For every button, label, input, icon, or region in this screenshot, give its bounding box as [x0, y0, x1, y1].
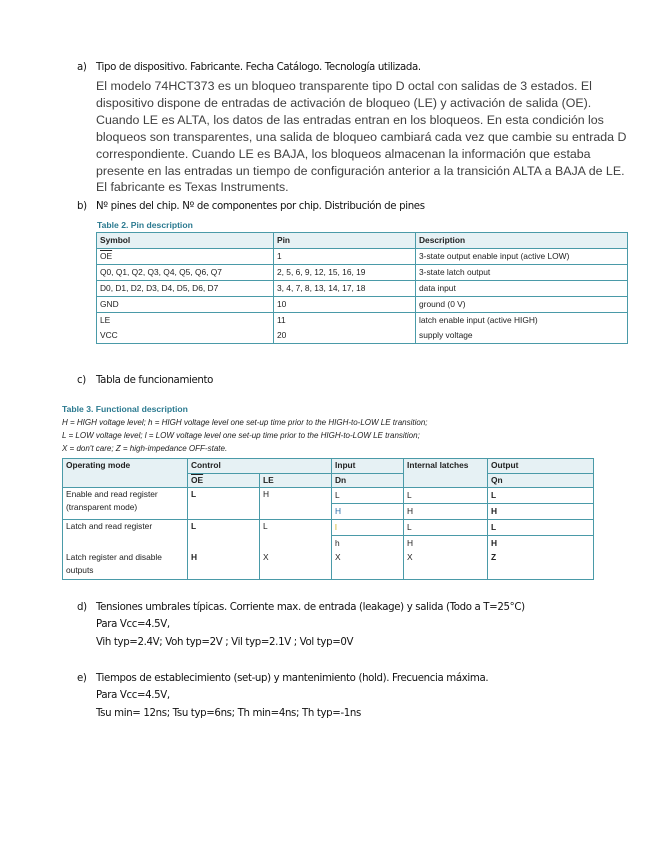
pin-cell: 20 — [274, 328, 416, 344]
section-b-heading — [77, 200, 425, 214]
header-control: Control — [188, 459, 332, 474]
latches-cell — [404, 520, 488, 552]
qn-value: L — [491, 522, 497, 532]
qn-value: H — [488, 503, 593, 519]
section-d-title: Tensiones umbrales típicas. Corriente max. de entrada (leakage) y salida (Todo a T=25°C) — [96, 602, 525, 613]
header-operating-mode: Operating mode — [63, 459, 188, 488]
column-header-pin: Pin — [274, 233, 416, 249]
qn-value: L — [491, 490, 497, 500]
dn-value: L — [335, 490, 340, 500]
latch-value: H — [404, 535, 487, 551]
qn-cell — [488, 488, 594, 520]
qn-cell: Z — [488, 551, 594, 580]
symbol-cell: Q0, Q1, Q2, Q3, Q4, Q5, Q6, Q7 — [97, 265, 274, 281]
description-cell: data input — [416, 281, 628, 297]
section-d-heading — [77, 601, 525, 615]
pin-cell: 11 — [274, 313, 416, 329]
dn-value: H — [332, 503, 403, 519]
section-c-label: c) — [77, 375, 86, 386]
table-row — [63, 488, 594, 520]
section-a-heading — [77, 61, 421, 75]
symbol-cell: GND — [97, 297, 274, 313]
section-a-paragraph: El modelo 74HCT373 es un bloqueo transparente tipo D octal con salidas de 3 estados. El dispositivo dispone de entradas de activación de bloqueo (LE) y activación de salida (OE). Cuando LE es ALTA, los datos de las entradas entran en los bloqueos. En esta condición los bloqueos son transparentes, una salida de bloqueo cambiará cada vez que cambie su entrada D correspondiente. Cuando LE es BAJA, los bloqueos almacenan la información que estaba presente en las entradas un tiempo de configuración anterior a la transición ALTA a BAJA de LE. El fabricante es Texas Instruments. — [96, 79, 627, 195]
qn-value: H — [488, 535, 593, 551]
description-cell: ground (0 V) — [416, 297, 628, 313]
dn-cell: X — [332, 551, 404, 580]
header-input: Input — [332, 459, 404, 474]
mode-cell: Enable and read register (transparent mode) — [63, 488, 188, 520]
header-le: LE — [260, 473, 332, 488]
qn-cell — [488, 520, 594, 552]
column-header-description: Description — [416, 233, 628, 249]
latch-value: L — [407, 490, 412, 500]
latch-value: L — [407, 522, 412, 532]
pin-cell: 1 — [274, 249, 416, 265]
func-header-row-1 — [63, 459, 594, 474]
section-c-title: Tabla de funcionamiento — [96, 375, 214, 386]
section-e-line-2: Tsu min= 12ns; Tsu typ=6ns; Th min=4ns; Th typ=-1ns — [96, 708, 361, 719]
dn-value: l — [335, 522, 337, 532]
le-cell: L — [260, 520, 332, 552]
table-row — [97, 328, 628, 344]
oe-cell: H — [188, 551, 260, 580]
legend-line-2: L = LOW voltage level; l = LOW voltage level one set-up time prior to the HIGH-to-LOW LE transition; — [62, 431, 420, 440]
mode-cell: Latch register and disable outputs — [63, 551, 188, 580]
header-dn: Dn — [332, 473, 404, 488]
legend-line-3: X = don't care; Z = high-impedance OFF-state. — [62, 444, 228, 453]
section-e-heading — [77, 672, 488, 686]
pin-cell: 3, 4, 7, 8, 13, 14, 17, 18 — [274, 281, 416, 297]
le-cell: X — [260, 551, 332, 580]
header-oe: $\overline{OE}$ — [188, 473, 260, 488]
section-d-label: d) — [77, 602, 87, 613]
oe-cell: L — [188, 488, 260, 520]
section-b-title: Nº pines del chip. Nº de componentes por chip. Distribución de pines — [96, 201, 425, 212]
table-row — [97, 249, 628, 265]
header-qn: Qn — [488, 473, 594, 488]
dn-value: h — [332, 535, 403, 551]
section-e-line-1: Para Vcc=4.5V, — [96, 690, 170, 701]
functional-description-table — [62, 458, 594, 580]
section-e-title: Tiempos de establecimiento (set-up) y mantenimiento (hold). Frecuencia máxima. — [96, 673, 489, 684]
oe-cell: L — [188, 520, 260, 552]
table-row — [63, 520, 594, 552]
symbol-cell: LE — [97, 313, 274, 329]
dn-cell — [332, 520, 404, 552]
latches-cell — [404, 488, 488, 520]
section-a-title: Tipo de dispositivo. Fabricante. Fecha Catálogo. Tecnología utilizada. — [96, 62, 421, 73]
symbol-cell: D0, D1, D2, D3, D4, D5, D6, D7 — [97, 281, 274, 297]
section-a-label: a) — [77, 62, 87, 73]
section-d-line-2: Vih typ=2.4V; Voh typ=2V ; Vil typ=2.1V ; Vol typ=0V — [96, 637, 354, 648]
description-cell: latch enable input (active HIGH) — [416, 313, 628, 329]
legend-line-1: H = HIGH voltage level; h = HIGH voltage level one set-up time prior to the HIGH-to-LOW LE transition; — [62, 418, 428, 427]
header-output: Output — [488, 459, 594, 474]
dn-cell — [332, 488, 404, 520]
pin-cell: 10 — [274, 297, 416, 313]
pin-description-table — [96, 232, 628, 344]
description-cell: supply voltage — [416, 328, 628, 344]
section-b-label: b) — [77, 201, 87, 212]
symbol-cell: $\overline{OE}$ — [97, 249, 274, 265]
pin-table-header-row — [97, 233, 628, 249]
description-cell: 3-state output enable input (active LOW) — [416, 249, 628, 265]
le-cell: H — [260, 488, 332, 520]
pin-cell: 2, 5, 6, 9, 12, 15, 16, 19 — [274, 265, 416, 281]
latch-value: H — [404, 503, 487, 519]
symbol-cell: VCC — [97, 328, 274, 344]
section-d-line-1: Para Vcc=4.5V, — [96, 619, 170, 630]
table-row — [97, 265, 628, 281]
header-internal-latches: Internal latches — [404, 459, 488, 488]
column-header-symbol: Symbol — [97, 233, 274, 249]
mode-cell: Latch and read register — [63, 520, 188, 552]
functional-table-caption: Table 3. Functional description — [62, 404, 188, 414]
table-row — [63, 551, 594, 580]
pin-table-caption: Table 2. Pin description — [97, 220, 193, 230]
table-row — [97, 281, 628, 297]
section-c-heading — [77, 374, 213, 388]
table-row — [97, 313, 628, 329]
section-e-label: e) — [77, 673, 87, 684]
latches-cell: X — [404, 551, 488, 580]
table-row — [97, 297, 628, 313]
description-cell: 3-state latch output — [416, 265, 628, 281]
